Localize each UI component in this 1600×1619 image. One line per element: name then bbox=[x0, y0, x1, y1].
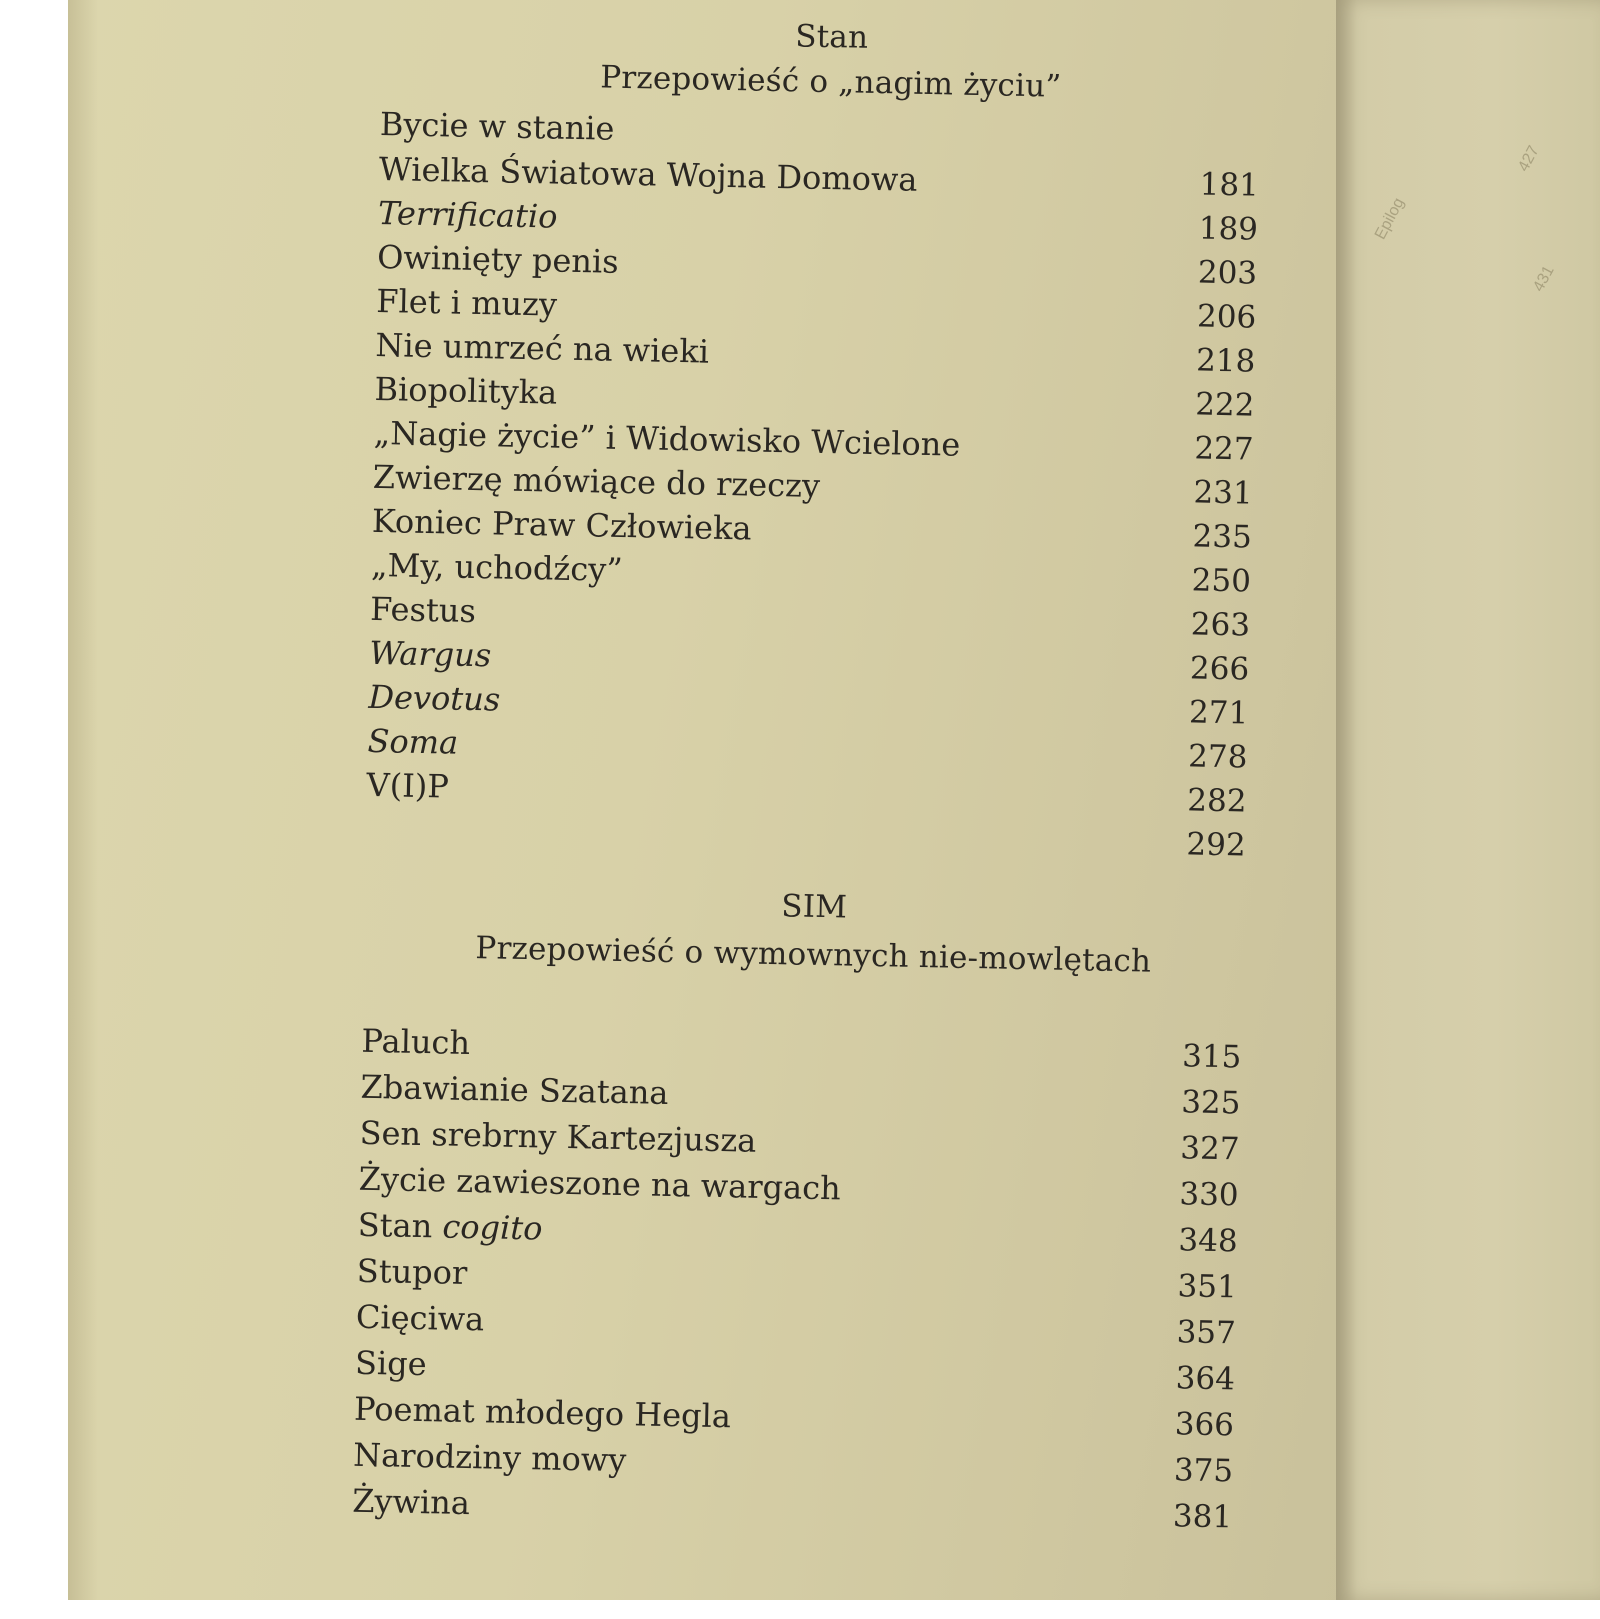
toc-entry-title: Festus bbox=[369, 589, 477, 631]
toc-entry-page: 351 bbox=[1177, 1268, 1238, 1306]
facing-page-edge bbox=[1336, 0, 1600, 1600]
toc-entry-page: 227 bbox=[1194, 430, 1254, 468]
toc-entry-title: Terrificatio bbox=[377, 193, 558, 236]
toc-entry-page: 315 bbox=[1181, 1038, 1242, 1076]
toc-entry-page: 231 bbox=[1193, 474, 1254, 512]
toc-entry-page: 222 bbox=[1194, 386, 1255, 424]
toc-entry-page: 330 bbox=[1179, 1176, 1239, 1214]
toc-entry-title: Sige bbox=[354, 1343, 427, 1384]
toc-entry-title: Zbawianie Szatana bbox=[360, 1067, 669, 1112]
ghost-page-number: 427 bbox=[1515, 142, 1543, 175]
toc-entry-page: 266 bbox=[1189, 650, 1250, 688]
toc-entry-page: 381 bbox=[1172, 1498, 1233, 1536]
ghost-label: Epilog bbox=[1371, 195, 1408, 243]
toc-entry-title: Cięciwa bbox=[355, 1297, 485, 1339]
toc-entry-title-prefix: Stan bbox=[357, 1205, 443, 1246]
toc-entry-title: Paluch bbox=[361, 1021, 471, 1062]
section-heading: SIM bbox=[781, 888, 848, 926]
toc-entry-page: 366 bbox=[1174, 1406, 1235, 1444]
toc-entry-title: Życie zawieszone na wargach bbox=[358, 1159, 842, 1208]
toc-entry-title: Biopolityka bbox=[374, 369, 558, 412]
toc-entry-title: Flet i muzy bbox=[375, 281, 558, 324]
toc-entry-title: „My, uchodźcy” bbox=[370, 545, 624, 589]
ghost-page-number: 431 bbox=[1530, 262, 1558, 295]
toc-entry-title: Stupor bbox=[356, 1251, 468, 1292]
toc-entry-title: Devotus bbox=[368, 677, 501, 719]
toc-entry-page: 327 bbox=[1179, 1130, 1240, 1168]
toc-entry-page: 292 bbox=[1186, 826, 1246, 864]
toc-entry-page: 263 bbox=[1190, 606, 1251, 644]
toc-entry-title: Sen srebrny Kartezjusza bbox=[359, 1113, 757, 1160]
section-heading: Stan bbox=[794, 18, 869, 56]
toc-entry-title: Zwierzę mówiące do rzeczy bbox=[372, 457, 821, 505]
toc-entry-page: 235 bbox=[1192, 518, 1253, 556]
toc-entry-title: Żywina bbox=[351, 1481, 471, 1523]
toc-entry-title: Koniec Praw Człowieka bbox=[371, 501, 752, 548]
toc-entry-page: 271 bbox=[1188, 694, 1249, 732]
toc-entry-title: V(I)P bbox=[366, 765, 450, 806]
toc-entry-title: Narodziny mowy bbox=[352, 1435, 627, 1480]
toc-entry-title: Wargus bbox=[368, 633, 492, 675]
toc-entry-title-italic: cogito bbox=[442, 1207, 543, 1248]
toc-entry-page: 189 bbox=[1198, 210, 1259, 248]
toc-entry-page: 218 bbox=[1195, 342, 1256, 380]
section-subheading: Przepowieść o wymownych nie-mowlętach bbox=[475, 930, 1152, 980]
toc-entry-page: 206 bbox=[1196, 298, 1257, 336]
toc-entry-title bbox=[357, 1206, 542, 1248]
section-subheading: Przepowieść o „nagim życiu” bbox=[599, 59, 1062, 105]
toc-entry-title: „Nagie życie” i Widowisko Wcielone bbox=[373, 413, 961, 464]
toc-entry-page: 375 bbox=[1173, 1452, 1234, 1490]
toc-entry-title: Wielka Światowa Wojna Domowa bbox=[378, 149, 918, 199]
toc-entry-page: 348 bbox=[1178, 1222, 1239, 1260]
toc-entry-page: 278 bbox=[1187, 738, 1248, 776]
toc-entry-page: 203 bbox=[1197, 254, 1258, 292]
toc-entry-page: 181 bbox=[1199, 166, 1260, 204]
toc-entry-page: 357 bbox=[1176, 1314, 1237, 1352]
toc-entry-title: Soma bbox=[367, 721, 459, 762]
toc-entry-title: Poemat młodego Hegla bbox=[353, 1389, 732, 1436]
toc-entry-title: Bycie w stanie bbox=[379, 105, 615, 148]
toc-entry-page: 250 bbox=[1191, 562, 1252, 600]
toc-entry-title: Nie umrzeć na wieki bbox=[375, 325, 710, 371]
toc-entry-page: 325 bbox=[1180, 1084, 1241, 1122]
toc-entry-page: 282 bbox=[1186, 782, 1247, 820]
toc-entry-title: Owinięty penis bbox=[376, 237, 620, 281]
toc-entry-page: 364 bbox=[1175, 1360, 1236, 1398]
